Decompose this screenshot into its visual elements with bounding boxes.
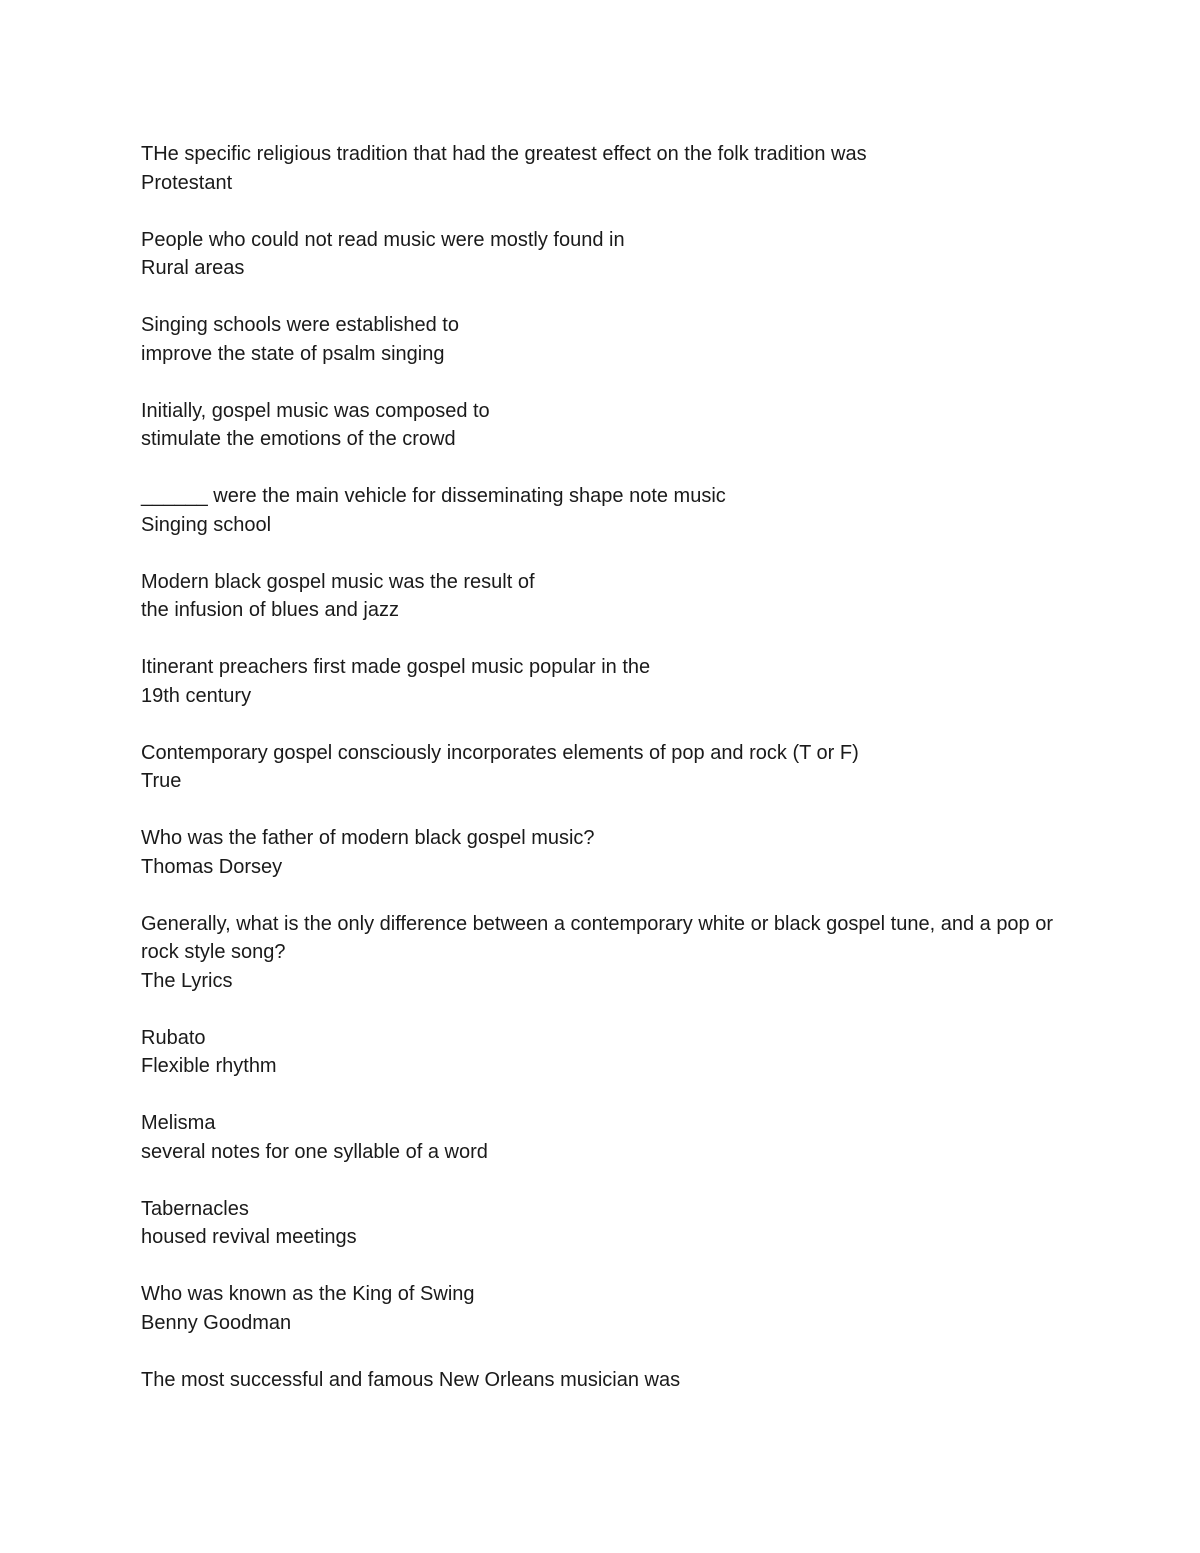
answer-text: Singing school bbox=[141, 513, 272, 536]
answer-text: True bbox=[141, 770, 182, 792]
qa-item bbox=[141, 1366, 1081, 1395]
question-text: Contemporary gospel consciously incorporates elements of pop and rock (T or F) bbox=[141, 741, 859, 764]
qa-item bbox=[141, 1280, 1081, 1337]
qa-item bbox=[141, 1109, 1081, 1166]
answer-text: improve the state of psalm singing bbox=[141, 342, 445, 365]
question-text: THe specific religious tradition that had the greatest effect on the folk tradition was bbox=[141, 143, 867, 165]
qa-item bbox=[141, 226, 1081, 283]
qa-item bbox=[141, 1195, 1081, 1252]
question-text: Itinerant preachers first made gospel music popular in the bbox=[141, 656, 651, 678]
question-text: Generally, what is the only difference between a contemporary white or black gospel tune, and a pop or rock style song? bbox=[141, 912, 1059, 963]
answer-text: several notes for one syllable of a word bbox=[141, 1140, 488, 1163]
question-text: People who could not read music were mostly found in bbox=[141, 228, 625, 251]
qa-item bbox=[141, 739, 1081, 796]
qa-item bbox=[141, 140, 1081, 197]
qa-item bbox=[141, 568, 1081, 625]
answer-text: Protestant bbox=[141, 171, 233, 194]
qa-item bbox=[141, 397, 1081, 454]
question-text: Tabernacles bbox=[141, 1197, 249, 1220]
document-body bbox=[141, 140, 1081, 1423]
answer-text: housed revival meetings bbox=[141, 1226, 357, 1248]
answer-text: Flexible rhythm bbox=[141, 1055, 277, 1077]
qa-item bbox=[141, 1024, 1081, 1081]
question-text: The most successful and famous New Orleans musician was bbox=[141, 1368, 681, 1391]
qa-item bbox=[141, 653, 1081, 710]
question-text: Who was known as the King of Swing bbox=[141, 1283, 475, 1305]
answer-text: The Lyrics bbox=[141, 969, 233, 992]
qa-item bbox=[141, 824, 1081, 881]
question-text: Who was the father of modern black gospel music? bbox=[141, 827, 595, 849]
answer-text: Benny Goodman bbox=[141, 1311, 292, 1334]
question-text: Melisma bbox=[141, 1112, 216, 1134]
answer-text: the infusion of blues and jazz bbox=[141, 599, 399, 621]
qa-item bbox=[141, 311, 1081, 368]
question-text: Modern black gospel music was the result of bbox=[141, 570, 535, 593]
qa-item bbox=[141, 910, 1081, 996]
qa-item bbox=[141, 482, 1081, 539]
question-text: Rubato bbox=[141, 1026, 206, 1049]
answer-text: Thomas Dorsey bbox=[141, 855, 283, 878]
question-text: Initially, gospel music was composed to bbox=[141, 399, 490, 422]
answer-text: stimulate the emotions of the crowd bbox=[141, 428, 456, 450]
answer-text: Rural areas bbox=[141, 257, 245, 279]
question-text: Singing schools were established to bbox=[141, 314, 459, 336]
question-text: ______ were the main vehicle for disseminating shape note music bbox=[141, 485, 726, 507]
answer-text: 19th century bbox=[141, 684, 252, 707]
